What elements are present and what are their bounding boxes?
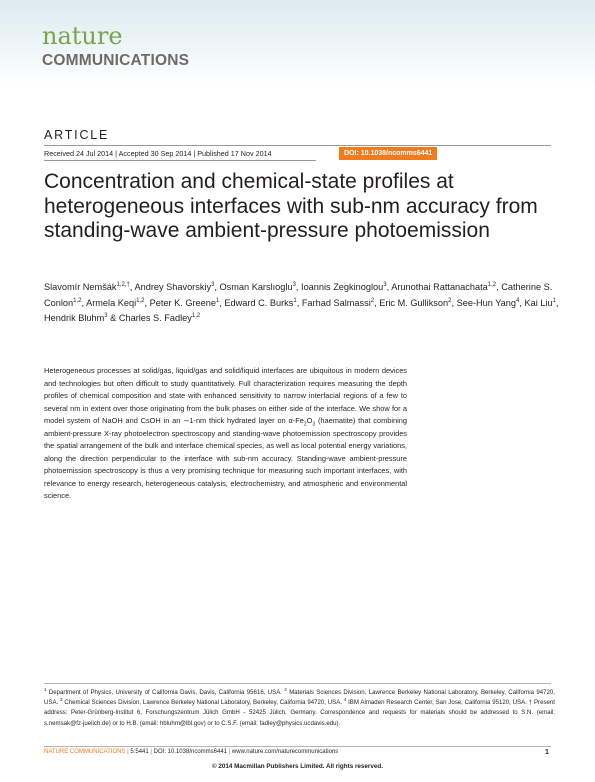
affiliation-text: Materials Sciences Division, Lawrence Berkeley National Laboratory, Berkeley, California 94720, USA. bbox=[44, 689, 556, 707]
logo-nature-text: nature bbox=[42, 22, 123, 50]
author-affiliation: 1,2 bbox=[73, 297, 82, 304]
abstract-subscript: 2 bbox=[303, 421, 307, 428]
affiliation-marker: 1 bbox=[44, 686, 47, 692]
doi-badge[interactable]: DOI: 10.1038/ncomms6441 bbox=[339, 147, 437, 160]
author-name: Hendrik Bluhm bbox=[44, 313, 105, 323]
author-name: Slavomír Nemšák bbox=[44, 282, 117, 292]
author-affiliation: 4 bbox=[516, 297, 520, 304]
author-name: Farhad Salmassi bbox=[301, 297, 371, 308]
affiliation-text: Chemical Sciences Division, Lawrence Berkeley National Laboratory, Berkeley, California 94720, USA. bbox=[62, 699, 344, 707]
abstract-subscript: 3 bbox=[312, 421, 316, 428]
abstract bbox=[44, 365, 407, 503]
nature-communications-logo bbox=[42, 22, 192, 78]
page-footer: NATURE COMMUNICATIONS | 5:5441 | DOI: 10.1038/ncomms6441 | www.nature.com/naturecommunications bbox=[44, 749, 339, 755]
date-separator: | bbox=[193, 149, 196, 158]
author-affiliation: 3 bbox=[292, 281, 296, 288]
author-affiliation: 1 bbox=[552, 297, 556, 304]
author-list: Slavomír Nemšák$^{1,2,\dagger}$, Andrey Shavorskiy$^3$, Osman Karslıoglu$^3$, Ioannis Zegkinoglou$^3$, Arunothai Rattanachata$^{1,2}$, Catherine S. Conlon$^{1,2}$, Armela Keqi$^{1,2}$, Peter K. Greene$^1$, Edward C. Burks$^1$, Farhad Salmassi$^2$, Eric M. Gullikson$^2$, See-Hun Yang$^4$, Kai Liu$^1$, Hendrik Bluhm$^3$ & Charles S. Fadley$^{1,2}$ bbox=[44, 281, 559, 323]
author-name: Arunothai Rattanachata bbox=[391, 282, 488, 292]
author-name: See-Hun Yang bbox=[456, 297, 516, 308]
logo-communications-text: COMMUNICATIONS bbox=[42, 52, 190, 69]
page-number: 1 bbox=[545, 749, 549, 756]
footnote-rule bbox=[44, 683, 551, 684]
received-date: Received 24 Jul 2014 bbox=[44, 149, 114, 158]
author-name: Eric M. Gullikson bbox=[379, 297, 449, 308]
author-affiliation: 1 bbox=[215, 297, 220, 304]
author-name: Andrey Shavorskiy bbox=[134, 282, 212, 292]
dates-rule bbox=[44, 160, 316, 161]
affiliation-marker: 4 bbox=[343, 697, 347, 703]
abstract-text: (haematite) that combining ambient-pressure X-ray photoelectron spectroscopy and standing-wave photoemission spectroscopy provides the spatial arrangement of the bulk and interface chemical species, as well as local potential energy variations, along the direction perpendicular to the interface with sub-nm accuracy. Standing-wave ambient-pressure photoemission spectroscopy is thus a very promising technique for measuring such important interfaces, with relevance to energy research, heterogeneous catalysis, electrochemistry, and atmospheric and environmental science. bbox=[44, 416, 407, 501]
author-name: Charles S. Fadley bbox=[118, 313, 192, 323]
accepted-date: Accepted 30 Sep 2014 bbox=[118, 149, 192, 158]
published-date: Published 17 Nov 2014 bbox=[197, 149, 272, 158]
author-affiliation: 1,2 bbox=[191, 312, 201, 319]
abstract-text: O bbox=[306, 416, 313, 426]
author-affiliation: 2 bbox=[448, 297, 452, 304]
footer-doi[interactable]: DOI: 10.1038/ncomms6441 bbox=[153, 749, 227, 755]
author-name: Edward C. Burks bbox=[224, 297, 294, 308]
author-affiliation: 1 bbox=[293, 297, 297, 304]
author-name: Peter K. Greene bbox=[149, 297, 216, 308]
footer-article-number: 5:5441 bbox=[130, 749, 149, 755]
header-rule bbox=[44, 145, 551, 146]
author-affiliation: 2 bbox=[370, 297, 375, 304]
author-name: Osman Karslıoglu bbox=[219, 282, 293, 292]
affiliations-footnote bbox=[44, 688, 555, 729]
author-affiliation: 3 bbox=[104, 312, 108, 319]
author-name: Ioannis Zegkinoglou bbox=[301, 282, 384, 292]
footer-journal-name: NATURE COMMUNICATIONS bbox=[44, 749, 126, 755]
affiliation-text: Department of Physics, University of California Davis, Davis, California 95616, USA. bbox=[46, 689, 285, 696]
author-name: Kai Liu bbox=[524, 297, 553, 308]
affiliation-text: IBM Almaden Research Center, San Jose, California 95120, USA. † Present address: Peter-Grünberg-Institut 6, Forschungszentrum Jülich GmbH - 52425 Jülich, Germany. Correspondence and requests for materials should be addressed to S.N. (email: s.nemsak@fz-juelich.de) or to H.B. (email: hbluhm@lbl.gov) or to C.S.F. (email: fadley@physics.ucdavis.edu). bbox=[44, 699, 555, 727]
author-affiliation: 1,2,† bbox=[116, 281, 130, 288]
copyright-notice: © 2014 Macmillan Publishers Limited. All rights reserved. bbox=[212, 763, 383, 770]
article-title: Concentration and chemical-state profiles at heterogeneous interfaces with sub-nm accuracy from standing-wave ambient-pressure photoemission bbox=[44, 170, 538, 242]
date-separator: | bbox=[115, 149, 118, 158]
author-name: Catherine S. Conlon bbox=[44, 282, 553, 308]
footer-url[interactable]: www.nature.com/naturecommunications bbox=[231, 749, 339, 755]
author-affiliation: 1,2 bbox=[136, 297, 145, 304]
author-affiliation: 1,2 bbox=[487, 281, 497, 288]
affiliation-marker: 2 bbox=[284, 686, 287, 692]
author-affiliation: 3 bbox=[383, 281, 387, 288]
article-type-label: ARTICLE bbox=[44, 128, 110, 142]
author-affiliation: 3 bbox=[211, 281, 215, 288]
journal-masthead bbox=[0, 0, 595, 86]
footer-rule bbox=[44, 746, 551, 747]
author-name: Armela Keqi bbox=[86, 297, 137, 308]
abstract-text: Heterogeneous processes at solid/gas, liquid/gas and solid/liquid interfaces are ubiquitous in modern devices and technologies but often difficult to study quantitatively. Full characterization requires measuring the depth profiles of chemical composition and state with enhanced sensitivity to narrow interfacial regions of a few to several nm in extent over those originating from the bulk phases on either side of the interface. We show for a model system of NaOH and CsOH in an ∼1-nm thick hydrated layer on α-Fe bbox=[44, 366, 407, 426]
publication-dates bbox=[44, 149, 272, 158]
affiliation-marker: 3 bbox=[60, 697, 63, 703]
